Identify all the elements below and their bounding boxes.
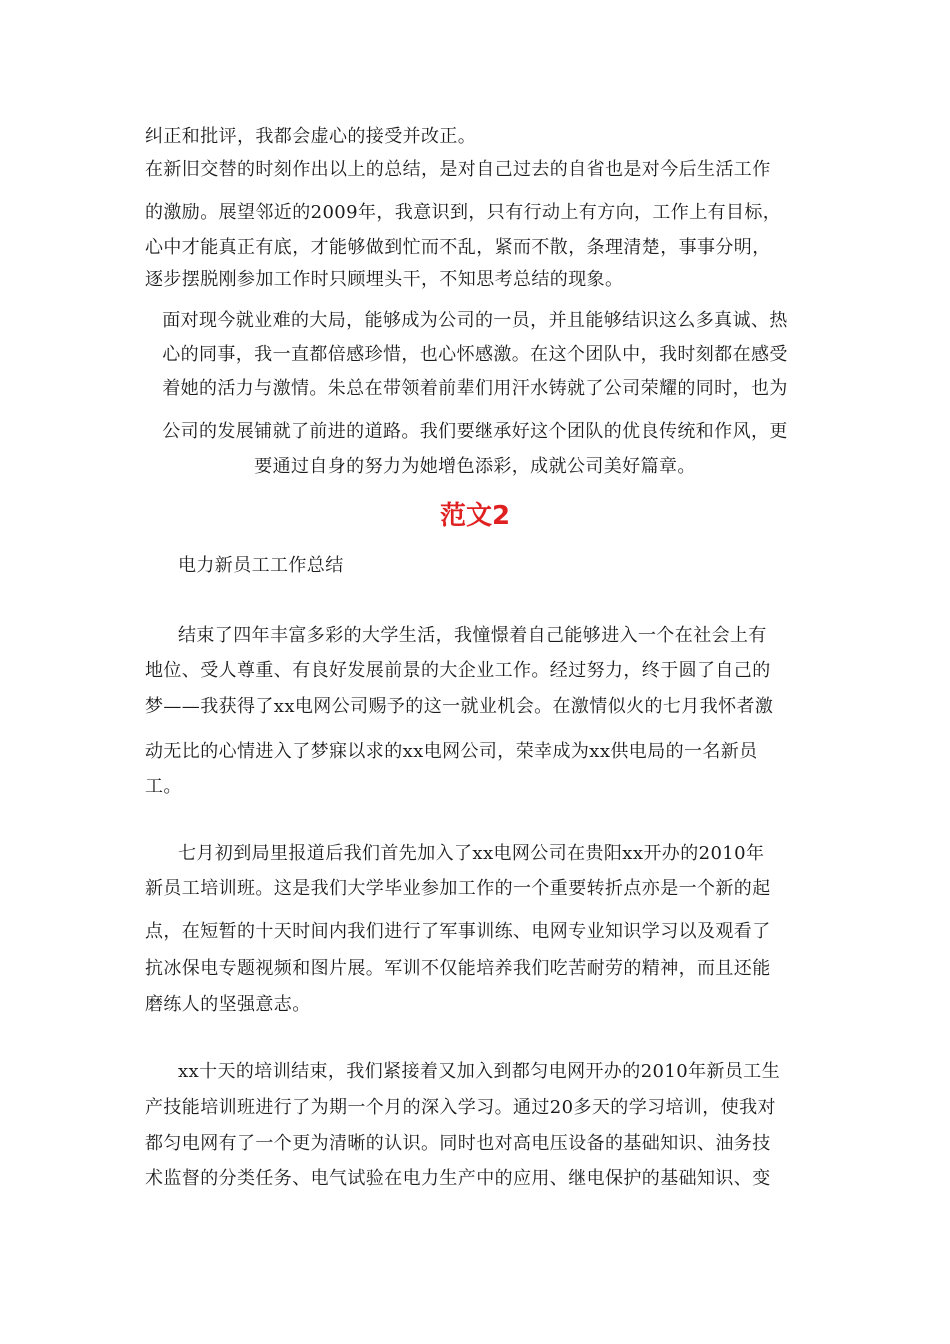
text-line: 公司的发展铺就了前进的道路。我们要继承好这个团队的优良传统和作风，更 — [162, 421, 788, 442]
paragraph-line: 工。 — [145, 776, 182, 797]
paragraph-line: 抗冰保电专题视频和图片展。军训不仅能培养我们吃苦耐劳的精神，而且还能 — [145, 958, 771, 979]
paragraph-line: 术监督的分类任务、电气试验在电力生产中的应用、继电保护的基础知识、变 — [145, 1168, 771, 1189]
text-line: 着她的活力与激情。朱总在带领着前辈们用汗水铸就了公司荣耀的同时，也为 — [162, 378, 788, 399]
section-title: 范文2 — [439, 501, 511, 531]
paragraph-line: 结束了四年丰富多彩的大学生活，我憧憬着自己能够进入一个在社会上有 — [178, 625, 767, 646]
paragraph-line: xx十天的培训结束，我们紧接着又加入到都匀电网开办的2010年新员工生 — [178, 1061, 781, 1082]
paragraph-line: 产技能培训班进行了为期一个月的深入学习。通过20多天的学习培训，使我对 — [145, 1097, 776, 1118]
paragraph-line: 七月初到局里报道后我们首先加入了xx电网公司在贵阳xx开办的2010年 — [178, 843, 765, 864]
text-line: 心的同事，我一直都倍感珍惜，也心怀感激。在这个团队中，我时刻都在感受 — [162, 344, 788, 365]
paragraph-line: 梦——我获得了xx电网公司赐予的这一就业机会。在激情似火的七月我怀者激 — [145, 696, 774, 717]
text-line: 逐步摆脱刚参加工作时只顾埋头干，不知思考总结的现象。 — [145, 269, 624, 290]
text-line: 在新旧交替的时刻作出以上的总结，是对自己过去的自省也是对今后生活工作 — [145, 159, 771, 180]
text-line: 心中才能真正有底，才能够做到忙而不乱，紧而不散，条理清楚，事事分明， — [145, 237, 771, 258]
paragraph-line: 地位、受人尊重、有良好发展前景的大企业工作。经过努力，终于圆了自己的 — [145, 660, 771, 681]
article-subtitle: 电力新员工工作总结 — [178, 555, 344, 576]
paragraph-line: 都匀电网有了一个更为清晰的认识。同时也对高电压设备的基础知识、油务技 — [145, 1133, 771, 1154]
text-line: 要通过自身的努力为她增色添彩，成就公司美好篇章。 — [254, 456, 696, 477]
paragraph-line: 新员工培训班。这是我们大学毕业参加工作的一个重要转折点亦是一个新的起 — [145, 878, 771, 899]
text-line: 面对现今就业难的大局，能够成为公司的一员，并且能够结识这么多真诚、热 — [162, 310, 788, 331]
paragraph-line: 动无比的心情进入了梦寐以求的xx电网公司，荣幸成为xx供电局的一名新员 — [145, 741, 758, 762]
paragraph-line: 点，在短暂的十天时间内我们进行了军事训练、电网专业知识学习以及观看了 — [145, 921, 771, 942]
text-line: 的激励。展望邻近的2009年，我意识到，只有行动上有方向，工作上有目标， — [145, 202, 782, 223]
paragraph-line: 磨练人的坚强意志。 — [145, 994, 311, 1015]
text-line: 纠正和批评，我都会虚心的接受并改正。 — [145, 126, 477, 147]
